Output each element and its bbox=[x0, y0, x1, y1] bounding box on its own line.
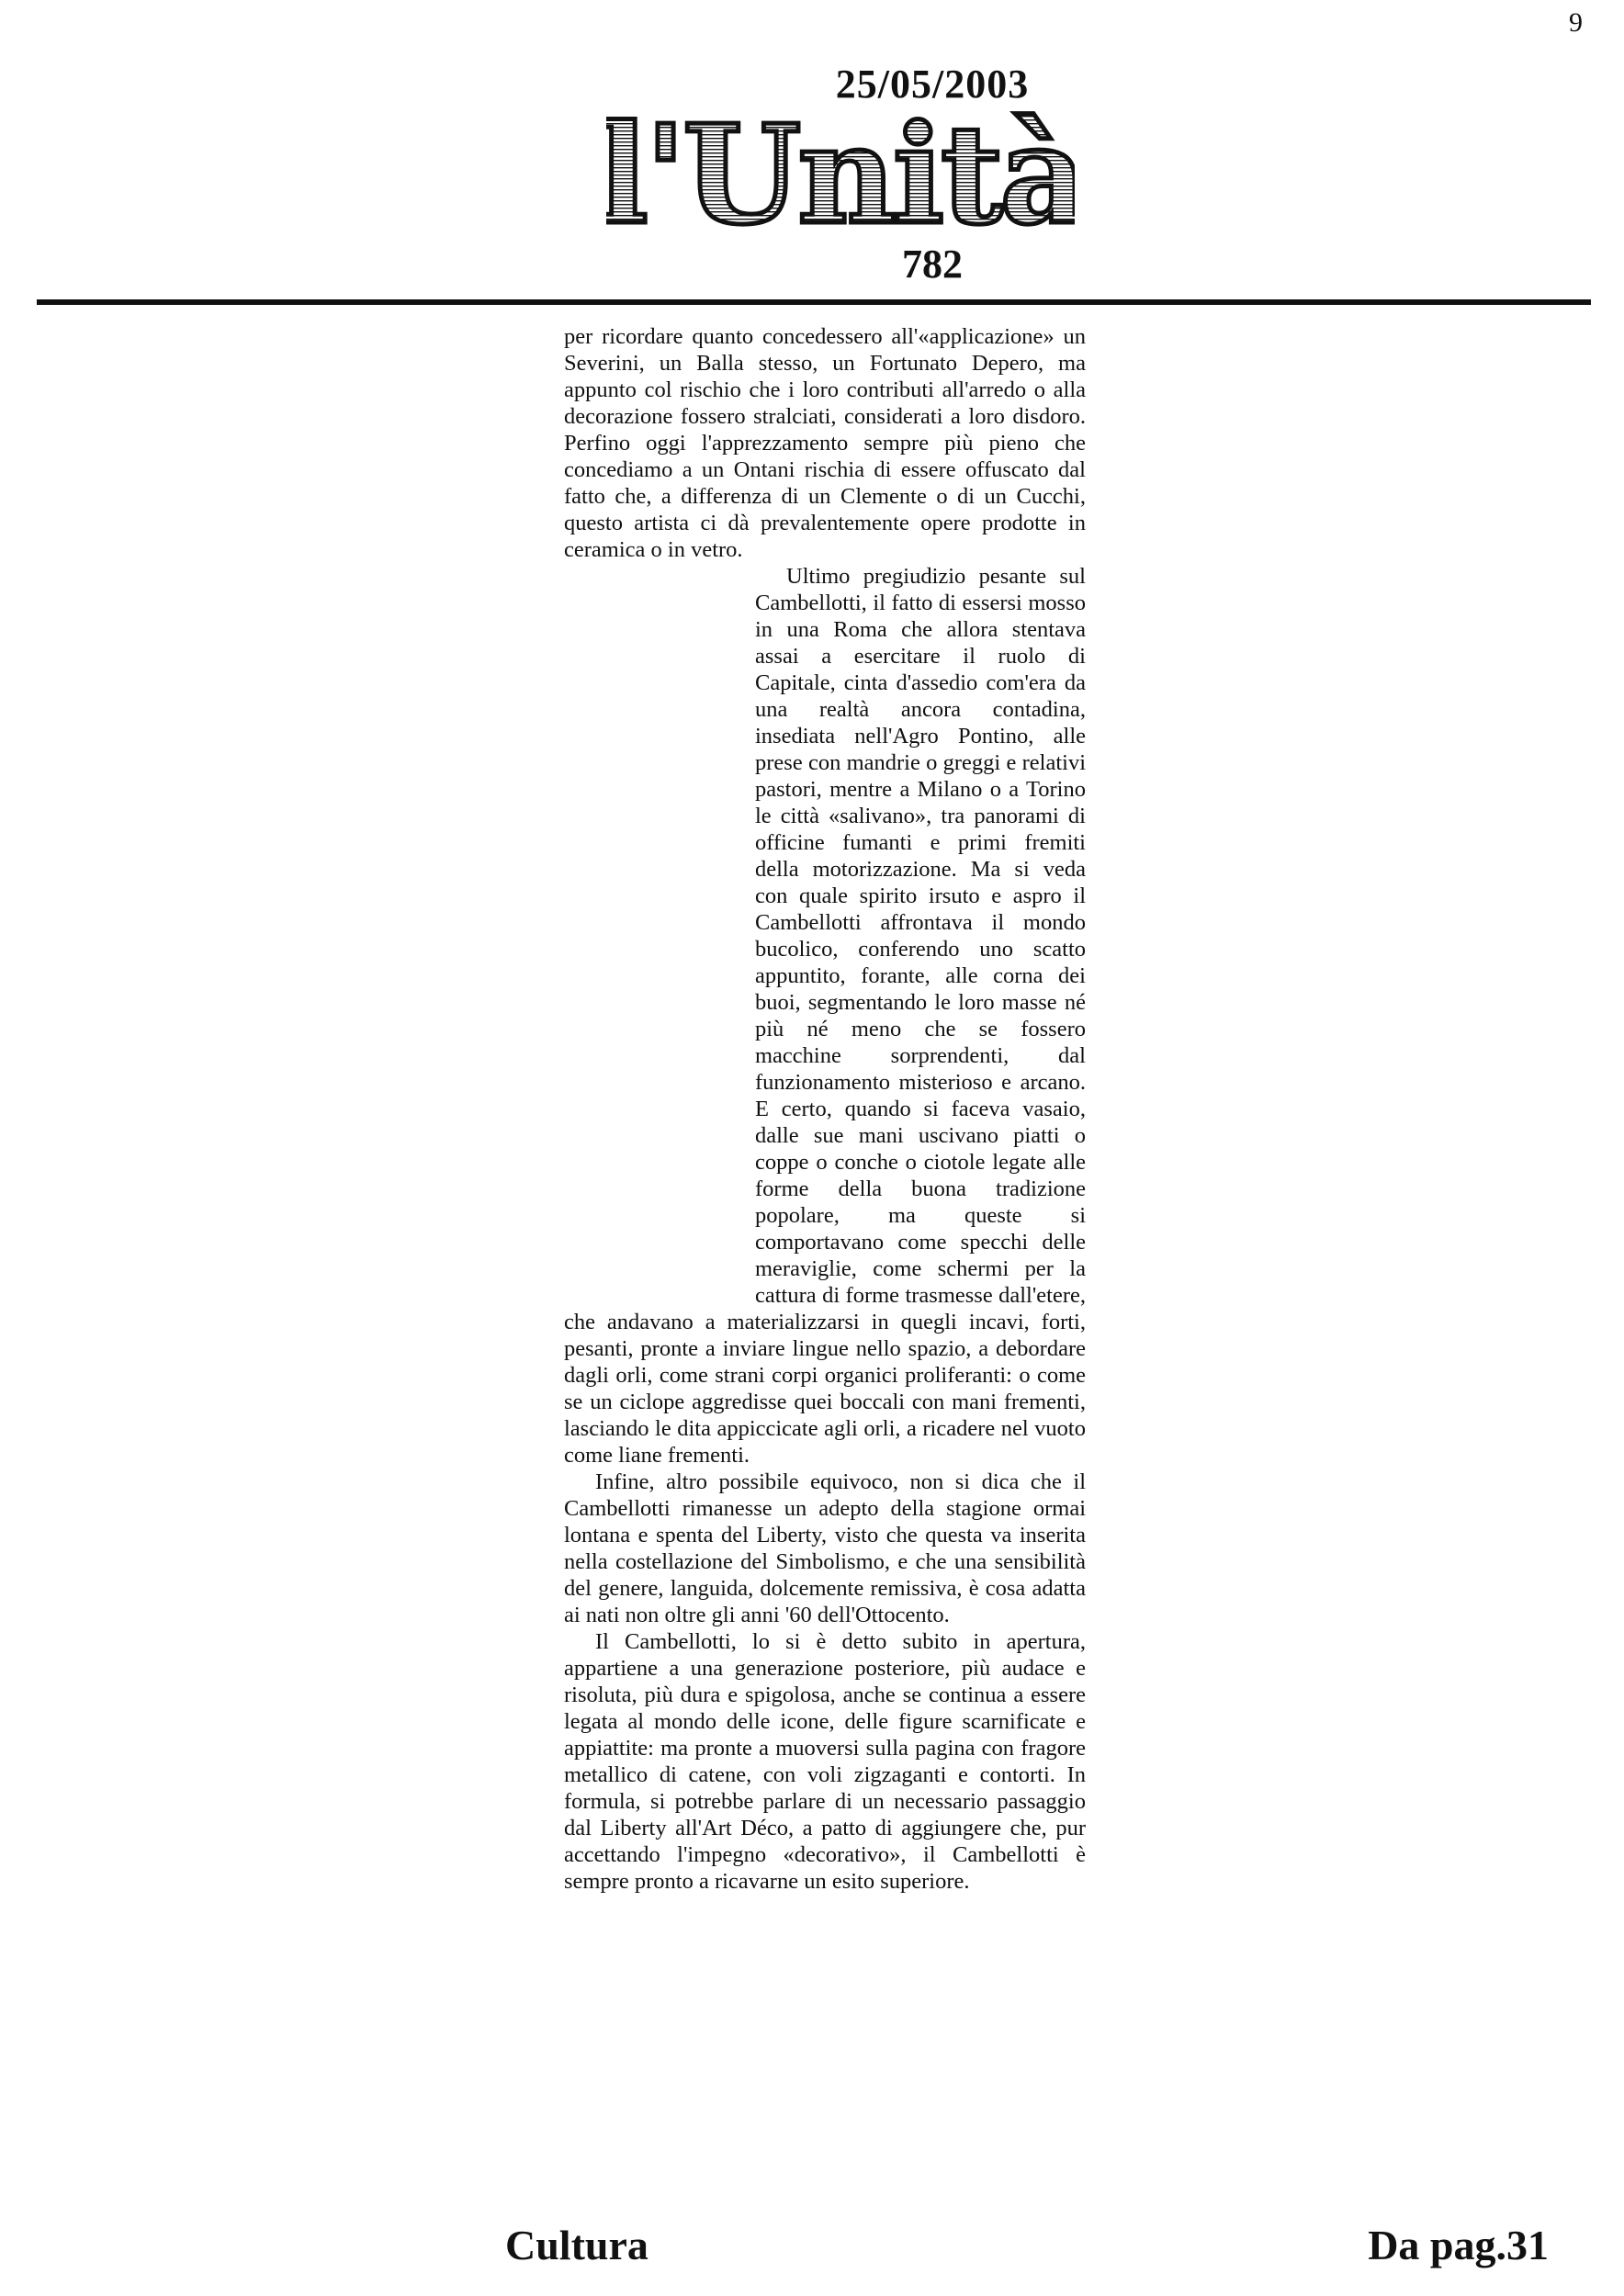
image-cutout-space bbox=[564, 829, 755, 1309]
article-paragraph: per ricordare quanto concedessero all'«applicazione» un Severini, un Balla stesso, un Fortunato Depero, ma appunto col rischio che i loro contributi all'arredo o alla decorazione fossero stralciati, considerati a loro disdoro. Perfino oggi l'apprezzamento sempre più pieno che concediamo a un Ontani rischia di essere offuscato dal fatto che, a differenza di un Clemente o di un Cucchi, questo artista ci dà prevalentemente opere prodotte in ceramica o in vetro. bbox=[564, 324, 1086, 562]
article-body bbox=[564, 323, 1086, 1895]
article-paragraph: Infine, altro possibile equivoco, non si dica che il Cambellotti rimanesse un adepto della stagione ormai lontana e spenta del Liberty, visto che questa va inserita nella costellazione del Simbolismo, e che una sensibilità del genere, languida, dolcemente remissiva, è cosa adatta ai nati non oltre gli anni '60 dell'Ottocento. bbox=[564, 1469, 1086, 1627]
article-paragraph: Ultimo pregiudizio pesante sul Cambellotti, il fatto di essersi mosso in una Roma che allora stentava assai a esercitare il ruolo di Capitale, cinta d'assedio com'era da una realtà ancora contadina, insediata nell'Agro Pontino, alle prese con mandrie o greggi e relativi pastori, mentre a Milano o a Torino le città «salivano», tra panorami di officine fumanti e primi fremiti della motorizzazione. Ma si veda con quale spirito irsuto e aspro il Cambellotti affrontava il mondo bucolico, conferendo uno scatto appuntito, forante, alle corna dei buoi, segmentando le loro masse né più né meno che se fossero macchine sorprendenti, dal funzionamento misterioso e arcano. E certo, quando si faceva vasaio, dalle sue mani uscivano piatti o coppe o conche o ciotole legate alle forme della buona tradizione popolare, ma queste si comportavano come specchi delle meraviglie, come schermi per la cattura di forme trasmesse dall'etere, che andavano a materializzarsi in quegli incavi, forti, pesanti, pronte a inviare lingue nello spazio, a debordare dagli orli, come strani corpi organici proliferanti: o come se un ciclope aggredisse quei boccali con mani frementi, lasciando le dita appiccicate agli orli, a ricadere nel vuoto come liane frementi. bbox=[564, 564, 1086, 1468]
masthead-text: l'Unità bbox=[606, 101, 1075, 239]
newspaper-masthead-logo bbox=[606, 101, 1075, 239]
article-paragraph: Il Cambellotti, lo si è detto subito in apertura, appartiene a una generazione posteriore, più audace e risoluta, più dura e spigolosa, anche se continua a essere legata al mondo delle icone, delle figure scarnificate e appiattite: ma pronte a muoversi sulla pagina con fragore metallico di catene, con voli zigzaganti e contorti. In formula, si potrebbe parlare di un necessario passaggio dal Liberty all'Art Déco, a patto di aggiungere che, pur accettando l'impegno «decorativo», il Cambellotti è sempre pronto a ricavarne un esito superiore. bbox=[564, 1629, 1086, 1894]
page-reference: Da pag.31 bbox=[1368, 2222, 1549, 2268]
header-divider bbox=[37, 299, 1591, 305]
publication-date: 25/05/2003 bbox=[835, 62, 1030, 107]
page-number: 9 bbox=[1569, 7, 1583, 38]
section-label: Cultura bbox=[505, 2222, 648, 2268]
issue-number: 782 bbox=[902, 242, 963, 287]
